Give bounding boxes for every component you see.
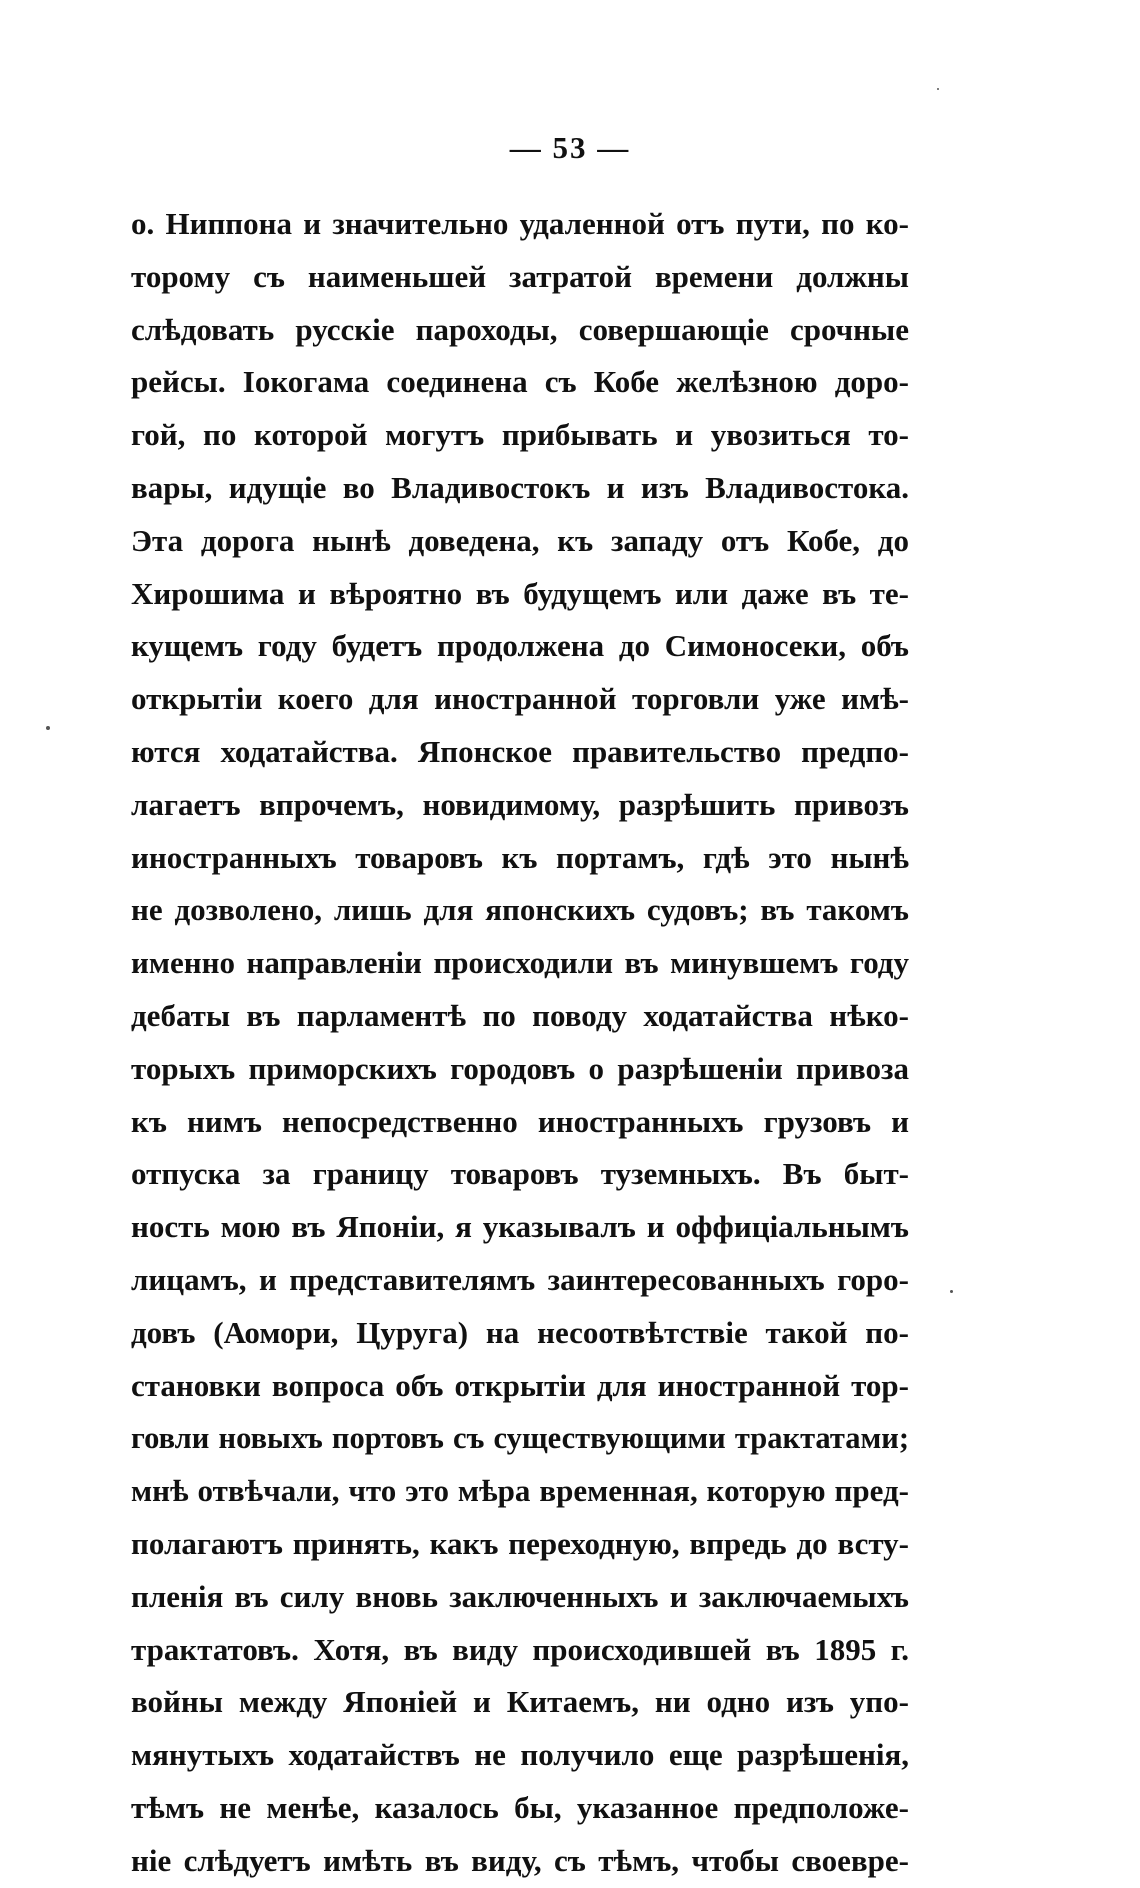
text-line: торому съ наименьшей затратой времени должны <box>131 258 909 294</box>
text-line: трактатовъ. Хотя, въ виду происходившей въ 1895 г. <box>131 1631 909 1667</box>
text-line: вары, идущіе во Владивостокъ и изъ Владивостока. <box>131 469 909 505</box>
text-line: пленія въ силу вновь заключенныхъ и заключаемыхъ <box>131 1578 909 1614</box>
text-line: мянутыхъ ходатайствъ не получило еще разрѣшенія, <box>131 1737 909 1773</box>
text-line: войны между Японіей и Китаемъ, ни одно изъ упо- <box>131 1684 909 1720</box>
scan-speck <box>937 88 939 90</box>
text-line: гой, по которой могутъ прибывать и увозиться то- <box>131 417 909 453</box>
scan-speck <box>950 1290 953 1293</box>
text-line: къ нимъ непосредственно иностранныхъ грузовъ и <box>131 1103 909 1139</box>
text-line: ются ходатайства. Японское правительство предпо- <box>131 733 909 769</box>
scan-speck <box>46 726 50 730</box>
text-line: Эта дорога нынѣ доведена, къ западу отъ Кобе, до <box>131 522 909 558</box>
text-line: отпуска за границу товаровъ туземныхъ. Въ быт- <box>131 1156 909 1192</box>
text-line: рейсы. Іокогама соединена съ Кобе желѣзною доро- <box>131 364 909 400</box>
text-line: о. Ниппона и значительно удаленной отъ пути, по ко- <box>131 206 909 241</box>
text-line: ность мою въ Японіи, я указывалъ и оффиціальнымъ <box>131 1209 909 1245</box>
text-line: торыхъ приморскихъ городовъ о разрѣшеніи привоза <box>131 1050 909 1086</box>
text-line: мнѣ отвѣчали, что это мѣра временная, которую пред- <box>131 1473 909 1509</box>
text-line: тѣмъ не менѣе, казалось бы, указанное предположе- <box>131 1789 909 1825</box>
text-line: лагаетъ впрочемъ, новидимому, разрѣшить привозъ <box>131 786 909 822</box>
text-line: лицамъ, и представителямъ заинтересованныхъ горо- <box>131 1261 909 1297</box>
text-line: кущемъ году будетъ продолжена до Симоносеки, объ <box>131 628 909 664</box>
text-line: полагаютъ принять, какъ переходную, впредь до всту- <box>131 1525 909 1561</box>
text-line: ніе слѣдуетъ имѣть въ виду, съ тѣмъ, чтобы своевре- <box>131 1842 909 1878</box>
text-line: Хирошима и вѣроятно въ будущемъ или даже въ те- <box>131 575 909 611</box>
text-line: иностранныхъ товаровъ къ портамъ, гдѣ это нынѣ <box>131 839 909 875</box>
text-line: слѣдовать русскіе пароходы, совершающіе срочные <box>131 311 909 347</box>
body-text <box>131 198 909 1888</box>
text-line: не дозволено, лишь для японскихъ судовъ; въ такомъ <box>131 892 909 928</box>
text-line: дебаты въ парламентѣ по поводу ходатайства нѣко- <box>131 997 909 1033</box>
text-line: становки вопроса объ открытіи для иностранной тор- <box>131 1367 909 1403</box>
page-number: — 53 — <box>509 130 631 165</box>
text-line: говли новыхъ портовъ съ существующими трактатами; <box>131 1421 909 1456</box>
text-line: открытіи коего для иностранной торговли уже имѣ- <box>131 681 909 717</box>
text-line: именно направленіи происходили въ минувшемъ году <box>131 945 909 981</box>
text-line: довъ (Аомори, Цуруга) на несоотвѣтствіе такой по- <box>131 1314 909 1350</box>
